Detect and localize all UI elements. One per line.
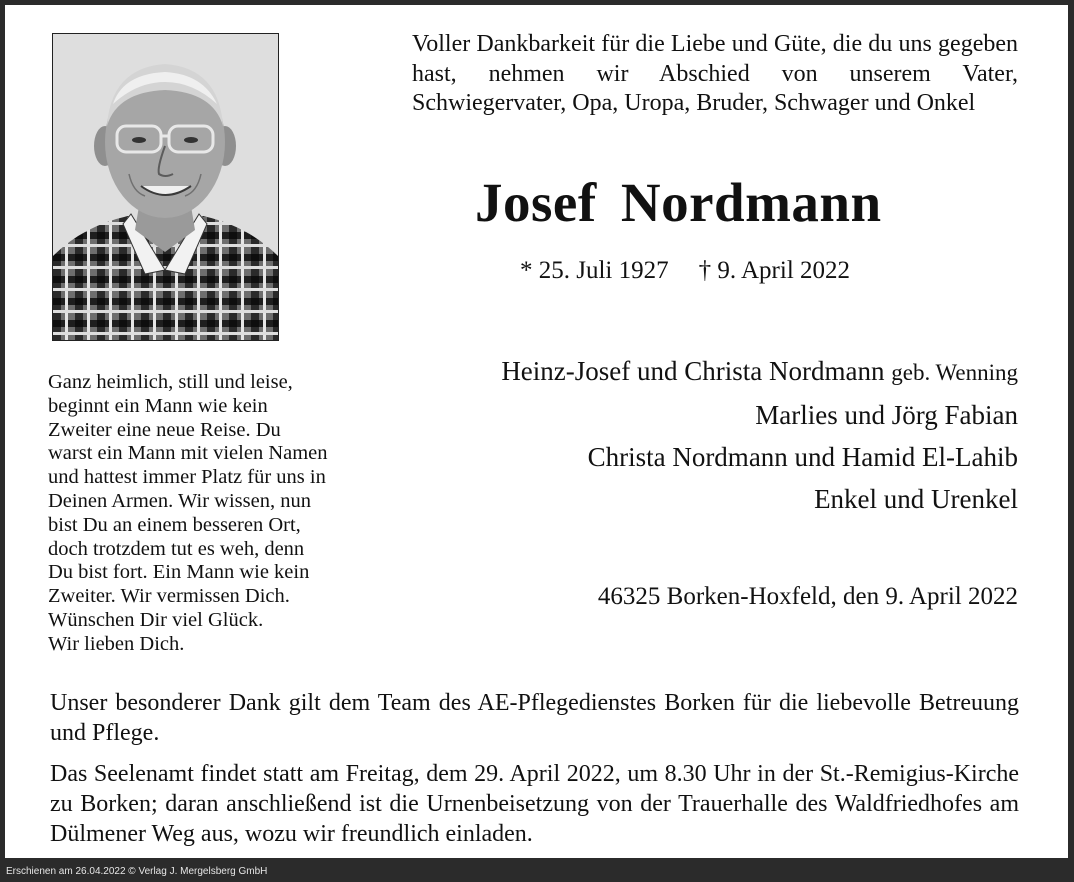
poem-line: Zweiter eine neue Reise. Du: [48, 418, 281, 441]
birth-date: * 25. Juli 1927: [520, 257, 669, 284]
poem-line: Zweiter. Wir vermissen Dich.: [48, 585, 290, 608]
poem-line: und hattest immer Platz für uns in: [48, 466, 326, 489]
portrait-image: [53, 34, 278, 340]
publication-footer: Erschienen am 26.04.2022 © Verlag J. Mergelsberg GmbH: [6, 866, 268, 877]
thanks-text: Unser besonderer Dank gilt dem Team des AE-Pflegedienstes Borken für die liebevolle Betreuung und Pflege.: [50, 690, 1019, 746]
obituary-notice: [5, 5, 1068, 858]
mourner-names: Heinz-Josef und Christa Nordmann: [501, 356, 885, 386]
poem-line: doch trotzdem tut es weh, denn: [48, 537, 305, 560]
maiden-name: geb. Wenning: [891, 360, 1018, 385]
mourners-list: [398, 350, 1018, 520]
deceased-name: Josef Nordmann: [475, 172, 882, 233]
mourner-line: Enkel und Urenkel: [814, 484, 1018, 514]
service-info: Das Seelenamt findet statt am Freitag, dem 29. April 2022, um 8.30 Uhr in der St.-Remigius-Kirche zu Borken; daran anschließend ist die Urnenbeisetzung von der Trauerhalle des Waldfriedhofes am Dülmener Weg aus, wozu wir freundlich einladen.: [50, 761, 1019, 847]
poem-line: beginnt ein Mann wie kein: [48, 394, 268, 417]
mourner-line: [398, 350, 1018, 394]
poem-line: bist Du an einem besseren Ort,: [48, 513, 301, 536]
place-and-date: 46325 Borken-Hoxfeld, den 9. April 2022: [597, 583, 1018, 610]
life-dates: [520, 257, 850, 285]
poem-line: Deinen Armen. Wir wissen, nun: [48, 489, 311, 512]
portrait-photo: [52, 33, 279, 341]
poem-line: Wünschen Dir viel Glück.: [48, 608, 264, 631]
death-date: † 9. April 2022: [698, 257, 851, 284]
mourner-line: Marlies und Jörg Fabian: [755, 400, 1018, 430]
intro-text: Voller Dankbarkeit für die Liebe und Güte, die du uns gegeben hast, nehmen wir Abschied von unserem Vater, Schwiegervater, Opa, Uropa, Bruder, Schwager und Onkel: [412, 31, 1018, 116]
poem: [48, 371, 408, 657]
poem-line: Du bist fort. Ein Mann wie kein: [48, 561, 310, 584]
poem-line: Wir lieben Dich.: [48, 632, 185, 655]
mourner-line: Christa Nordmann und Hamid El-Lahib: [587, 442, 1018, 472]
poem-line: warst ein Mann mit vielen Namen: [48, 442, 328, 465]
poem-line: Ganz heimlich, still und leise,: [48, 371, 293, 393]
